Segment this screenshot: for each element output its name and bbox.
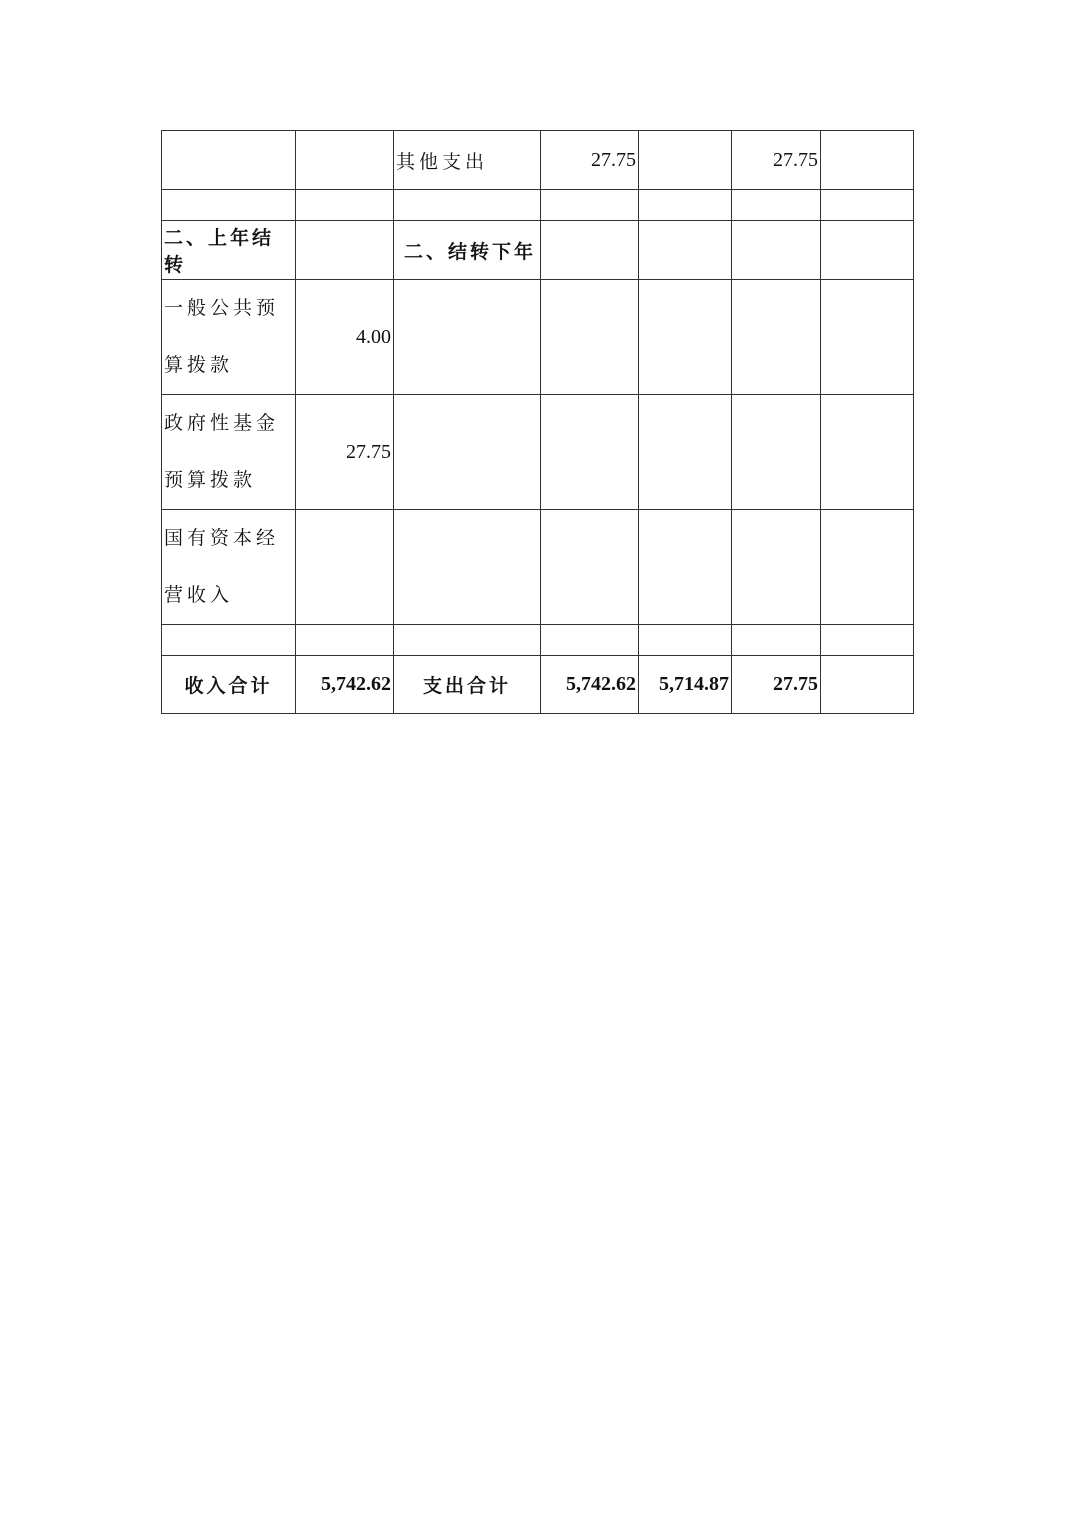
expense-item-cell xyxy=(394,190,541,221)
expense-total-amount: 5,742.62 xyxy=(541,656,639,714)
income-total-label: 收入合计 xyxy=(162,656,296,714)
expense-item-cell xyxy=(394,395,541,510)
expense-total-label: 支出合计 xyxy=(394,656,541,714)
expense-capital-cell xyxy=(821,131,914,190)
expense-capital-cell xyxy=(821,395,914,510)
income-amount-cell xyxy=(296,131,394,190)
expense-total-cell xyxy=(541,221,639,280)
table-row xyxy=(162,190,914,221)
income-item-cell xyxy=(162,131,296,190)
expense-capital-cell xyxy=(821,280,914,395)
income-amount-cell: 27.75 xyxy=(296,395,394,510)
table-row xyxy=(162,280,914,395)
expense-fund-cell xyxy=(732,625,821,656)
expense-item-cell: 其他支出 xyxy=(394,131,541,190)
expense-total-cell xyxy=(541,510,639,625)
expense-total-cell xyxy=(541,395,639,510)
expense-general-total: 5,714.87 xyxy=(639,656,732,714)
expense-capital-cell xyxy=(821,221,914,280)
expense-total-cell: 27.75 xyxy=(541,131,639,190)
income-item-cell: 政府性基金预算拨款 xyxy=(162,395,296,510)
income-item-cell xyxy=(162,190,296,221)
expense-total-cell xyxy=(541,625,639,656)
expense-fund-cell: 27.75 xyxy=(732,131,821,190)
income-amount-cell xyxy=(296,625,394,656)
section-heading-cell: 二、上年结转 xyxy=(162,221,296,280)
table-row xyxy=(162,510,914,625)
expense-item-cell xyxy=(394,280,541,395)
income-item-cell xyxy=(162,625,296,656)
expense-fund-cell xyxy=(732,510,821,625)
table-row xyxy=(162,131,914,190)
totals-row xyxy=(162,656,914,714)
expense-fund-cell xyxy=(732,395,821,510)
expense-general-cell xyxy=(639,625,732,656)
expense-capital-cell xyxy=(821,510,914,625)
income-amount-cell xyxy=(296,190,394,221)
expense-general-cell xyxy=(639,510,732,625)
income-total-amount: 5,742.62 xyxy=(296,656,394,714)
expense-item-cell xyxy=(394,625,541,656)
expense-general-cell xyxy=(639,131,732,190)
expense-fund-cell xyxy=(732,190,821,221)
table-row xyxy=(162,395,914,510)
expense-general-cell xyxy=(639,221,732,280)
expense-total-cell xyxy=(541,280,639,395)
expense-capital-total xyxy=(821,656,914,714)
income-item-cell: 一般公共预算拨款 xyxy=(162,280,296,395)
income-amount-cell xyxy=(296,510,394,625)
expense-capital-cell xyxy=(821,625,914,656)
budget-table xyxy=(161,130,914,714)
income-item-cell: 国有资本经营收入 xyxy=(162,510,296,625)
expense-capital-cell xyxy=(821,190,914,221)
expense-total-cell xyxy=(541,190,639,221)
expense-fund-cell xyxy=(732,280,821,395)
expense-general-cell xyxy=(639,280,732,395)
income-amount-cell: 4.00 xyxy=(296,280,394,395)
expense-general-cell xyxy=(639,190,732,221)
table-row xyxy=(162,625,914,656)
table-row xyxy=(162,221,914,280)
expense-fund-total: 27.75 xyxy=(732,656,821,714)
expense-item-cell xyxy=(394,510,541,625)
expense-fund-cell xyxy=(732,221,821,280)
section-heading-cell: 二、结转下年 xyxy=(394,221,541,280)
income-amount-cell xyxy=(296,221,394,280)
expense-general-cell xyxy=(639,395,732,510)
